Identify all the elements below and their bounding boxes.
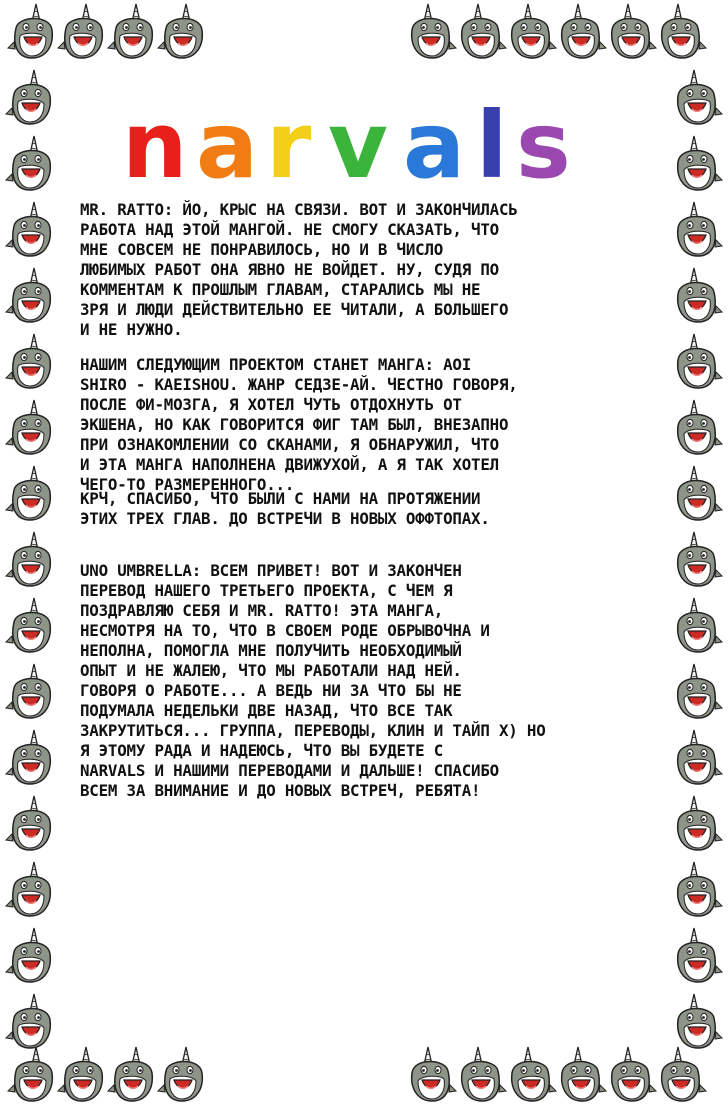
narwhal-icon	[156, 1045, 208, 1103]
narwhal-icon	[406, 2, 458, 60]
narwhal-icon	[4, 794, 56, 852]
logo-letter: a	[403, 95, 466, 190]
narwhal-icon	[4, 68, 56, 126]
next-project-paragraph: НАШИМ СЛЕДУЮЩИМ ПРОЕКТОМ СТАНЕТ МАНГА: AOI SHIRO - KAEISHOU. ЖАНР СЕДЗЕ-АЙ. ЧЕСТНО ГОВОРЯ, ПОСЛЕ ФИ-МОЗГА, Я ХОТЕЛ ЧУТЬ ОТДОХНУТЬ ОТ ЭКШЕНА, НО КАК ГОВОРИТСЯ ФИГ ТАМ БЫЛ, ВНЕЗАПНО ПРИ ОЗНАКОМЛЕНИИ СО СКАНАМИ, Я ОБНАРУЖИЛ, ЧТО И ЭТА МАНГА НАПОЛНЕНА ДВИЖУХОЙ, А Я ТАК ХОТЕЛ ЧЕГО-ТО РАЗМЕРЕННОГО...	[80, 355, 518, 494]
narwhal-icon	[672, 530, 724, 588]
narwhal-icon	[4, 662, 56, 720]
narwhal-icon	[156, 2, 208, 60]
narwhal-icon	[672, 68, 724, 126]
narwhal-icon	[4, 860, 56, 918]
afterword-paragraph-umbrella: UNO UMBRELLA: ВСЕМ ПРИВЕТ! ВОТ И ЗАКОНЧЕН ПЕРЕВОД НАШЕГО ТРЕТЬЕГО ПРОЕКТА, С ЧЕМ Я ПОЗДРАВЛЯЮ СЕБЯ И MR. RATTO! ЭТА МАНГА, НЕСМОТРЯ НА ТО, ЧТО В СВОЕМ РОДЕ ОБРЫВОЧНА И НЕПОЛНА, ПОМОГЛА МНЕ ПОЛУЧИТЬ НЕОБХОДИМЫЙ ОПЫТ И НЕ ЖАЛЕЮ, ЧТО МЫ РАБОТАЛИ НАД НЕЙ. ГОВОРЯ О РАБОТЕ... А ВЕДЬ НИ ЗА ЧТО БЫ НЕ ПОДУМАЛА НЕДЕЛЬКИ ДВЕ НАЗАД, ЧТО ВСЕ ТАК ЗАКРУТИТЬСЯ... ГРУППА, ПЕРЕВОДЫ, КЛИН И ТАЙП Х) НО Я ЭТОМУ РАДА И НАДЕЮСЬ, ЧТО ВЫ БУДЕТЕ С NARVALS И НАШИМИ ПЕРЕВОДАМИ И ДАЛЬШЕ! СПАСИБО ВСЕМ ЗА ВНИМАНИЕ И ДО НОВЫХ ВСТРЕЧ, РЕБЯТА!	[80, 561, 546, 800]
narwhal-icon	[656, 2, 708, 60]
logo-letter: r	[266, 95, 312, 190]
logo-letter: a	[196, 95, 259, 190]
narwhal-icon	[4, 464, 56, 522]
narwhal-icon	[4, 728, 56, 786]
narwhal-icon	[506, 1045, 558, 1103]
narwhal-icon	[672, 728, 724, 786]
narwhal-icon	[606, 2, 658, 60]
narwhal-icon	[106, 2, 158, 60]
narwhal-icon	[4, 134, 56, 192]
logo-letter: n	[122, 95, 188, 190]
narwhal-icon	[4, 926, 56, 984]
narwhal-icon	[6, 1045, 58, 1103]
narwhal-icon	[56, 1045, 108, 1103]
logo-letter: v	[328, 95, 388, 190]
narwhal-icon	[6, 2, 58, 60]
narwhal-icon	[56, 2, 108, 60]
narwhal-icon	[656, 1045, 708, 1103]
narwhal-icon	[456, 2, 508, 60]
narwhal-icon	[4, 596, 56, 654]
narwhal-icon	[672, 860, 724, 918]
narwhal-icon	[4, 992, 56, 1050]
narwhal-icon	[672, 662, 724, 720]
narwhal-icon	[672, 794, 724, 852]
narwhal-icon	[406, 1045, 458, 1103]
narwhal-icon	[672, 464, 724, 522]
narwhal-icon	[556, 1045, 608, 1103]
narwhal-icon	[672, 134, 724, 192]
narwhal-icon	[4, 266, 56, 324]
narwhal-icon	[672, 332, 724, 390]
narwhal-icon	[506, 2, 558, 60]
narwhal-icon	[672, 398, 724, 456]
narwhal-icon	[556, 2, 608, 60]
narvals-logo	[118, 95, 618, 190]
narwhal-icon	[606, 1045, 658, 1103]
narwhal-icon	[672, 596, 724, 654]
narwhal-icon	[4, 200, 56, 258]
logo-letter: s	[516, 95, 571, 190]
narwhal-icon	[4, 530, 56, 588]
narwhal-icon	[106, 1045, 158, 1103]
narwhal-icon	[456, 1045, 508, 1103]
narwhal-icon	[672, 992, 724, 1050]
afterword-paragraph-ratto: MR. RATTO: ЙО, КРЫС НА СВЯЗИ. ВОТ И ЗАКОНЧИЛАСЬ РАБОТА НАД ЭТОЙ МАНГОЙ. НЕ СМОГУ СКАЗАТЬ, ЧТО МНЕ СОВСЕМ НЕ ПОНРАВИЛОСЬ, НО И В ЧИСЛО ЛЮБИМЫХ РАБОТ ОНА ЯВНО НЕ ВОЙДЕТ. НУ, СУДЯ ПО КОММЕНТАМ К ПРОШЛЫМ ГЛАВАМ, СТАРАЛИСЬ МЫ НЕ ЗРЯ И ЛЮДИ ДЕЙСТВИТЕЛЬНО ЕЕ ЧИТАЛИ, А БОЛЬШЕГО И НЕ НУЖНО.	[80, 200, 518, 339]
narwhal-icon	[672, 200, 724, 258]
thanks-paragraph: КРЧ, СПАСИБО, ЧТО БЫЛИ С НАМИ НА ПРОТЯЖЕНИИ ЭТИХ ТРЕХ ГЛАВ. ДО ВСТРЕЧИ В НОВЫХ ОФФТОПАХ.	[80, 489, 490, 528]
narwhal-icon	[672, 926, 724, 984]
logo-letter: l	[476, 95, 508, 190]
narwhal-icon	[672, 266, 724, 324]
narwhal-icon	[4, 332, 56, 390]
narwhal-icon	[4, 398, 56, 456]
